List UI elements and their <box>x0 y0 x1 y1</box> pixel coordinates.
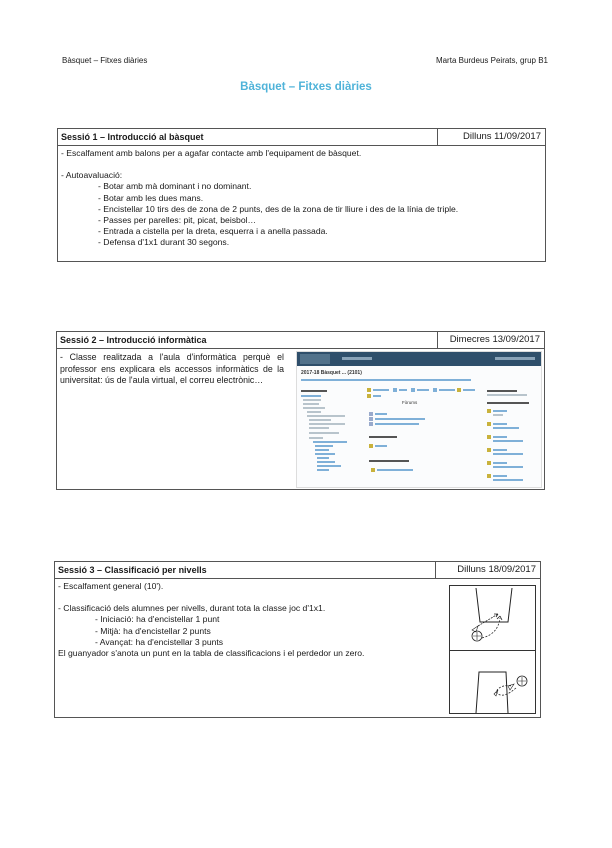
list-item: - Iniciació: ha d'encistellar 1 punt <box>95 614 220 625</box>
session-1-title: Sessió 1 – Introducció al bàsquet <box>58 129 438 145</box>
court-diagram-defense-icon <box>450 650 535 713</box>
screenshot-center-heading: Fòrums <box>402 400 418 405</box>
court-diagram-attack-icon <box>450 586 535 651</box>
session-3-section-label: - Classificació dels alumnes per nivells, durant tota la classe joc d'1x1. <box>58 603 326 614</box>
session-1-card <box>57 128 546 262</box>
session-1-date: Dilluns 11/09/2017 <box>463 131 541 142</box>
document-title: Bàsquet – Fitxes diàries <box>240 81 372 93</box>
session-1-body <box>58 146 545 251</box>
session-2-date: Dimecres 13/09/2017 <box>449 334 540 345</box>
session-3-card <box>54 561 541 718</box>
session-3-header <box>55 562 540 579</box>
list-item: - Avançat: ha d'encistellar 3 punts <box>95 636 224 647</box>
session-3-date: Dilluns 18/09/2017 <box>457 564 536 575</box>
session-2-text: - Classe realitzada a l'aula d'informàtica perquè el professor ens explicara els accessos informàtics de la universitat: ús de l'aula virtual, el correu electrònic… <box>60 352 284 385</box>
session-3-intro: - Escalfament general (10'). <box>58 581 164 591</box>
session-3-title: Sessió 3 – Classificació per nivells <box>55 562 436 578</box>
court-diagrams <box>449 585 536 714</box>
list-item: - Entrada a cistella per la dreta, esquerra i a anella passada. <box>98 226 328 237</box>
list-item: - Encistellar 10 tirs des de zona de 2 punts, des de la zona de tir lliure i des de la línia de triple. <box>98 203 459 214</box>
session-1-section-label: - Autoavaluació: <box>61 170 123 181</box>
session-1-header <box>58 129 545 146</box>
screenshot-topbar <box>297 352 541 366</box>
list-item: - Passes per parelles: pit, picat, beisbol… <box>98 215 257 226</box>
session-2-title: Sessió 2 – Introducció informàtica <box>57 332 438 348</box>
list-item: - Defensa d'1x1 durant 30 segons. <box>98 237 230 248</box>
list-item: - Botar amb les dues mans. <box>98 192 204 203</box>
list-item: - Mitjà: ha d'encistellar 2 punts <box>95 625 211 636</box>
session-2-header <box>57 332 544 349</box>
session-2-card <box>56 331 545 490</box>
university-logo-icon <box>300 354 330 364</box>
session-3-footer: El guanyador s'anota un punt en la tabla de classificacions i el perdedor un zero. <box>58 648 365 659</box>
list-item: - Botar amb mà dominant i no dominant. <box>98 181 252 192</box>
virtual-classroom-screenshot <box>296 351 542 488</box>
running-header-left: Bàsquet – Fitxes diàries <box>62 56 148 65</box>
session-1-intro: - Escalfament amb balons per a agafar contacte amb l'equipament de bàsquet. <box>61 148 362 158</box>
screenshot-course-title: 2017-18 Bàsquet ... (2101) <box>301 370 362 376</box>
running-header-right: Marta Burdeus Peirats, grup B1 <box>435 56 548 65</box>
